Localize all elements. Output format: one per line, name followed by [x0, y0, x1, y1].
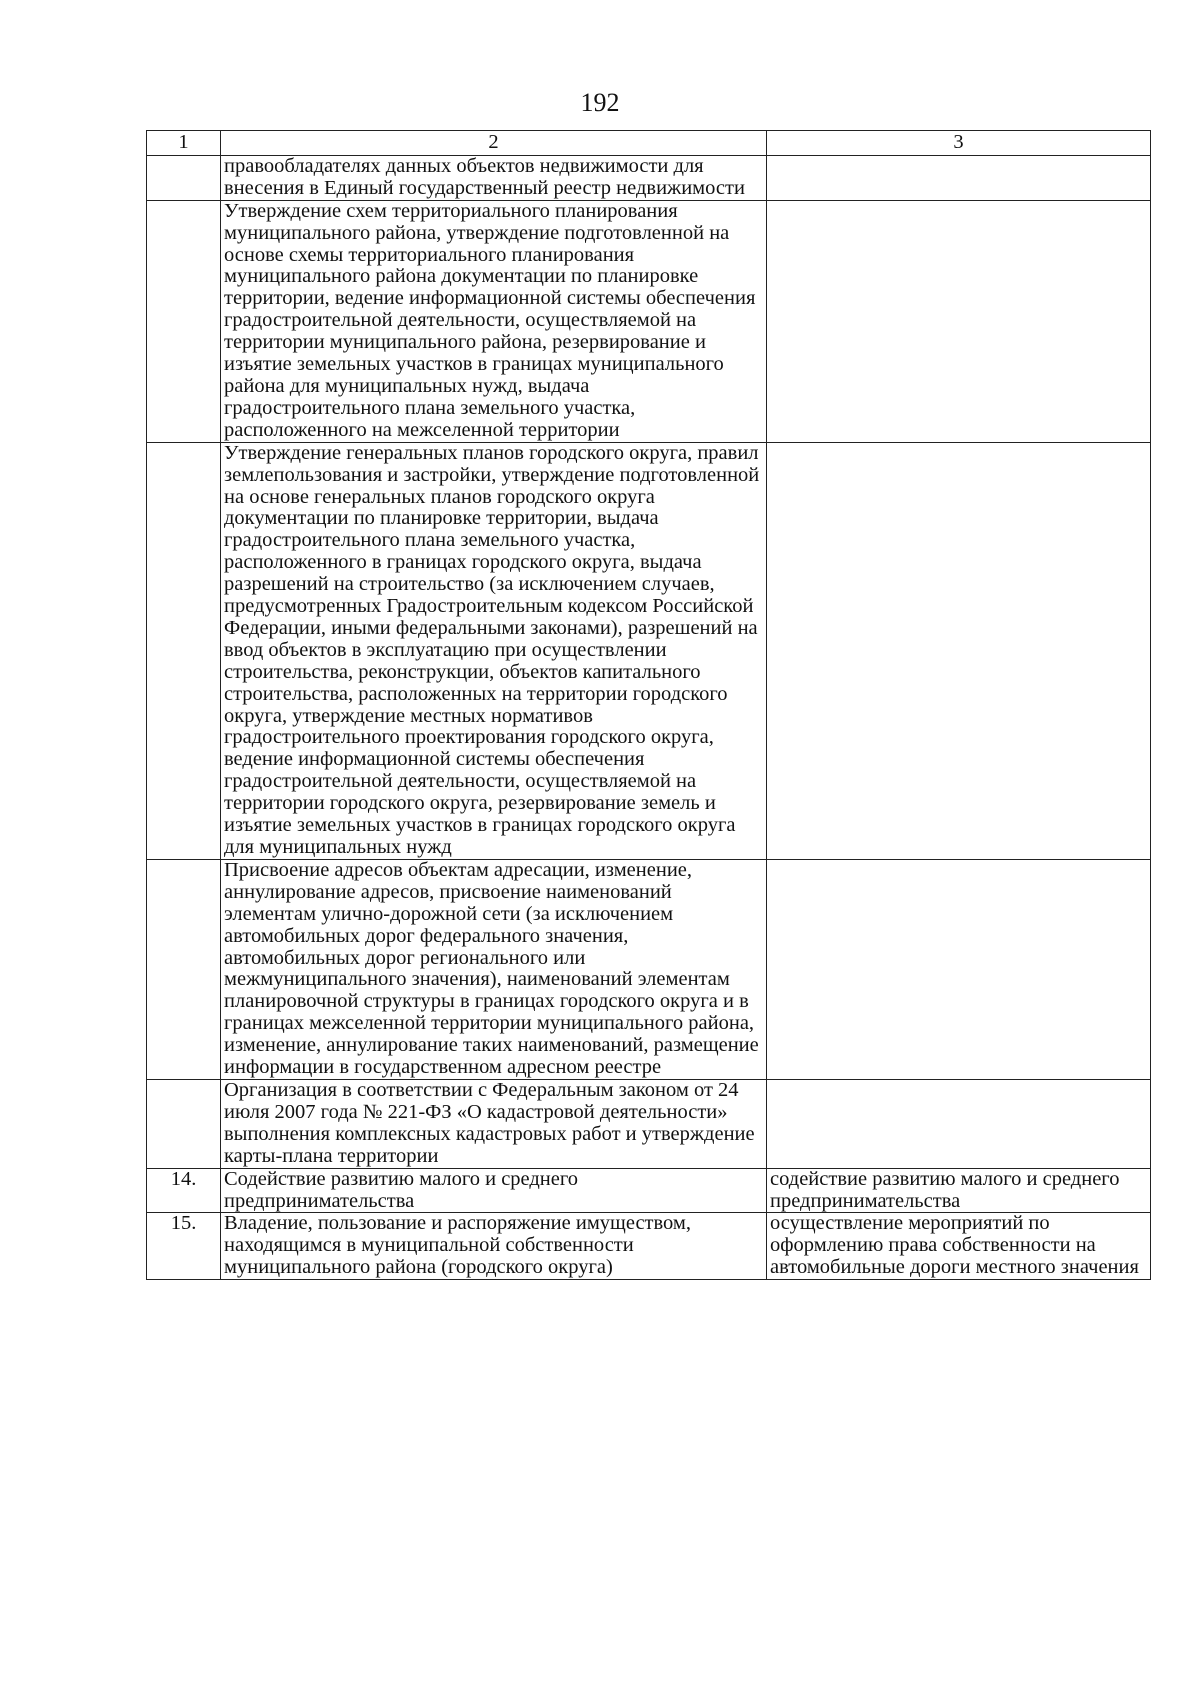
- empty-scope-cell: [767, 155, 1151, 200]
- row-number: 15.: [147, 1213, 221, 1280]
- table-row: [147, 859, 1151, 1079]
- header-col-3: 3: [767, 131, 1151, 156]
- power-scope: осуществление мероприятий по оформлению права собственности на автомобильные дороги местного значения: [767, 1213, 1151, 1280]
- header-col-2: 2: [221, 131, 767, 156]
- continuation-cell: Организация в соответствии с Федеральным законом от 24 июля 2007 года № 221-ФЗ «О кадастровой деятельности» выполнения комплексных кадастровых работ и утверждение карты-плана территории: [221, 1079, 767, 1168]
- continuation-cell: Утверждение схем территориального планирования муниципального района, утверждение подготовленной на основе схемы территориального планирования муниципального района документации по планировке территории, ведение информационной системы обеспечения градостроительной деятельности, осуществляемой на территории муниципального района, резервирование и изъятие земельных участков в границах муниципального района для муниципальных нужд, выдача градостроительного плана земельного участка, расположенного на межселенной территории: [221, 200, 767, 442]
- table-row: [147, 442, 1151, 859]
- power-description: Содействие развитию малого и среднего предпринимательства: [221, 1168, 767, 1213]
- empty-number-cell: [147, 155, 221, 200]
- table-row: [147, 155, 1151, 200]
- table-row: [147, 1213, 1151, 1280]
- header-col-1: 1: [147, 131, 221, 156]
- table-row: [147, 200, 1151, 442]
- row-number: 14.: [147, 1168, 221, 1213]
- table-header-row: [147, 131, 1151, 156]
- powers-table: [146, 130, 1151, 1280]
- table-row: [147, 1079, 1151, 1168]
- power-description: Владение, пользование и распоряжение имуществом, находящимся в муниципальной собственности муниципального района (городского округа): [221, 1213, 767, 1280]
- continuation-cell: правообладателях данных объектов недвижимости для внесения в Единый государственный реестр недвижимости: [221, 155, 767, 200]
- continuation-cell: Присвоение адресов объектам адресации, изменение, аннулирование адресов, присвоение наименований элементам улично-дорожной сети (за исключением автомобильных дорог федерального значения, автомобильных дорог регионального или межмуниципального значения), наименований элементам планировочной структуры в границах городского округа и в границах межселенной территории муниципального района, изменение, аннулирование таких наименований, размещение информации в государственном адресном реестре: [221, 859, 767, 1079]
- power-scope: содействие развитию малого и среднего предпринимательства: [767, 1168, 1151, 1213]
- table-row: [147, 1168, 1151, 1213]
- page-number: 192: [580, 88, 620, 117]
- continuation-cell: Утверждение генеральных планов городского округа, правил землепользования и застройки, утверждение подготовленной на основе генеральных планов городского округа документации по планировке территории, выдача градостроительного плана земельного участка, расположенного в границах городского округа, выдача разрешений на строительство (за исключением случаев, предусмотренных Градостроительным кодексом Российской Федерации, иными федеральными законами), разрешений на ввод объектов в эксплуатацию при осуществлении строительства, реконструкции, объектов капитального строительства, расположенных на территории городского округа, утверждение местных нормативов градостроительного проектирования городского округа, ведение информационной системы обеспечения градостроительной деятельности, осуществляемой на территории городского округа, резервирование земель и изъятие земельных участков в границах городского округа для муниципальных нужд: [221, 442, 767, 859]
